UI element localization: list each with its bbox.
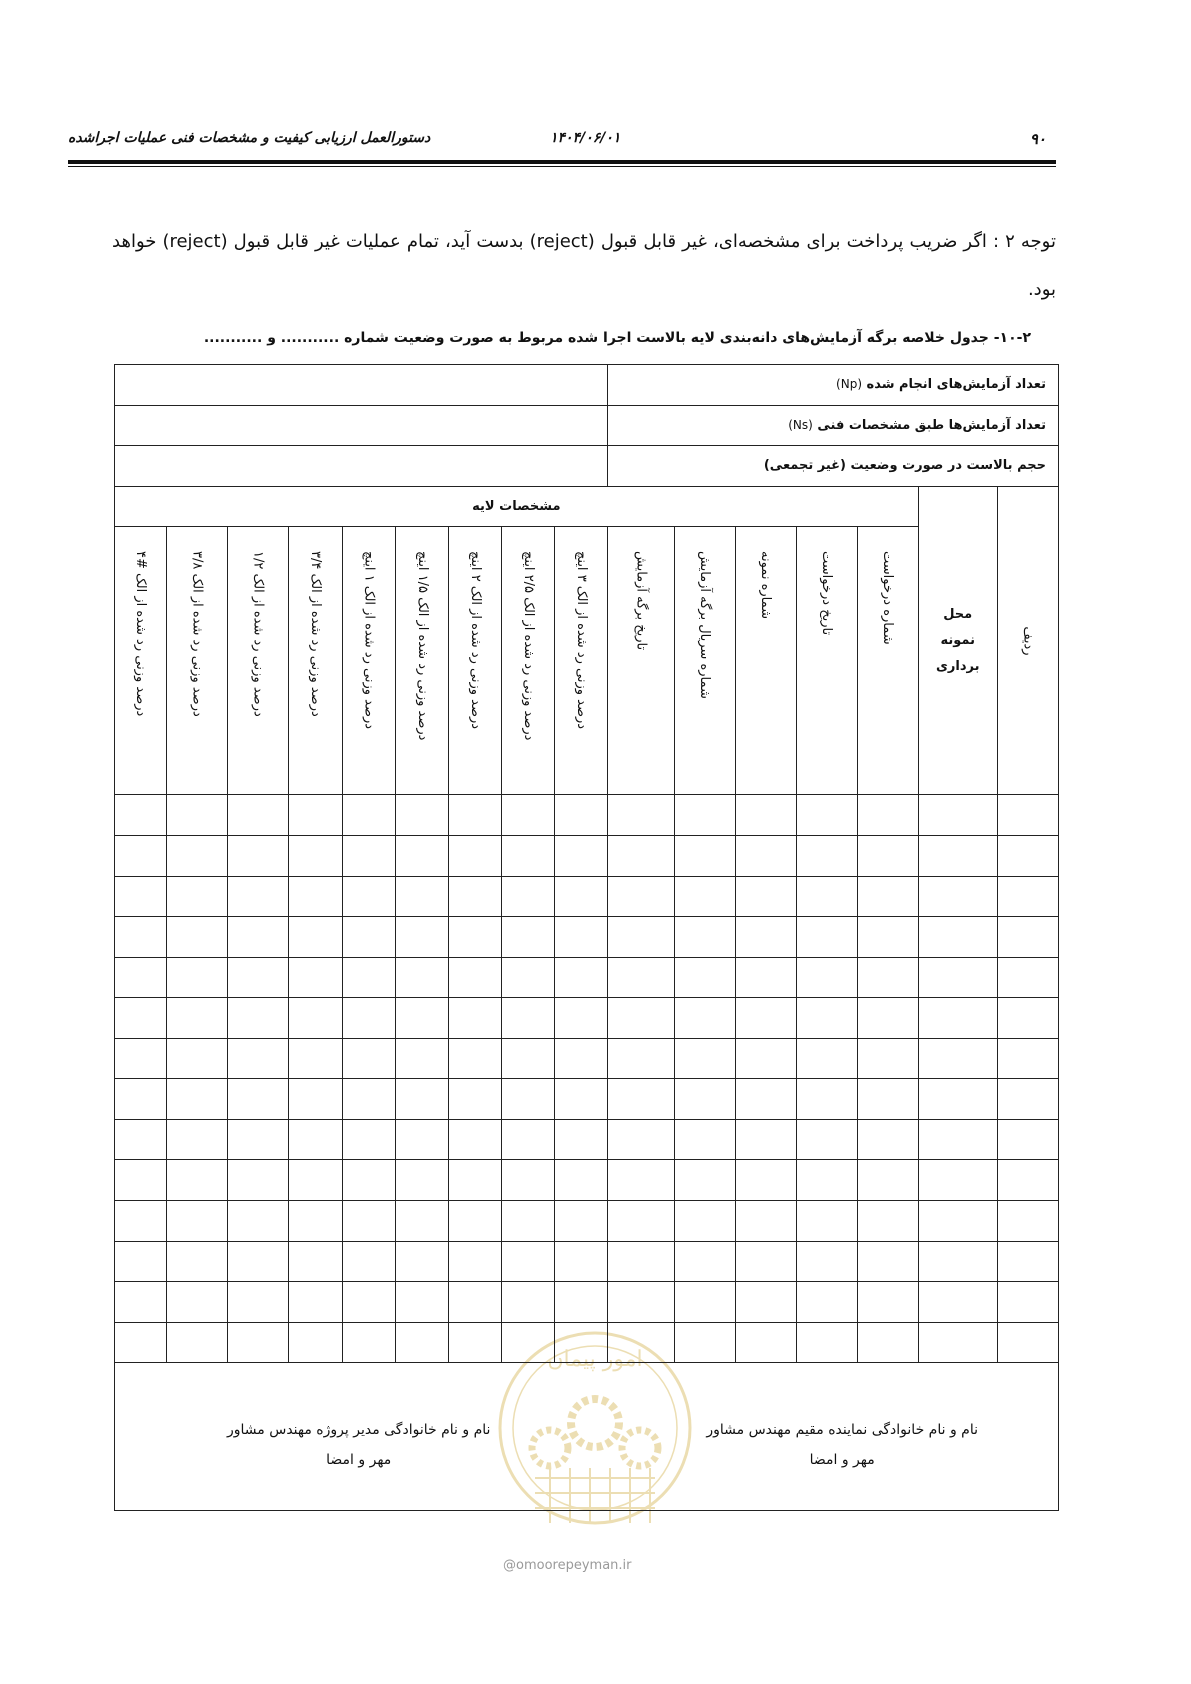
table-cell[interactable] (555, 1200, 608, 1241)
table-cell[interactable] (167, 836, 228, 877)
table-cell[interactable] (396, 1079, 449, 1120)
table-row (115, 1038, 1059, 1079)
table-cell[interactable] (997, 1322, 1058, 1363)
table-cell[interactable] (502, 917, 555, 958)
table-cell[interactable] (674, 1241, 735, 1282)
table-cell[interactable] (857, 1241, 918, 1282)
summary-label-np: تعداد آزمایش‌های انجام شده (Np) (608, 365, 1059, 406)
table-cell[interactable] (115, 1160, 167, 1201)
table-cell[interactable] (674, 1119, 735, 1160)
table-cell[interactable] (796, 1160, 857, 1201)
table-cell[interactable] (997, 1200, 1058, 1241)
table-cell[interactable] (343, 1079, 396, 1120)
table-cell[interactable] (396, 836, 449, 877)
table-cell[interactable] (555, 1322, 608, 1363)
table-cell[interactable] (857, 917, 918, 958)
table-cell[interactable] (735, 1038, 796, 1079)
summary-value-cell[interactable] (115, 446, 608, 487)
column-header-label: شماره درخواست (880, 551, 896, 645)
table-cell[interactable] (918, 998, 997, 1039)
table-cell[interactable] (997, 1119, 1058, 1160)
table-cell[interactable] (608, 1200, 674, 1241)
table-cell[interactable] (608, 1322, 674, 1363)
table-cell[interactable] (115, 1241, 167, 1282)
table-cell[interactable] (343, 957, 396, 998)
summary-row-ns (115, 405, 1059, 446)
table-row (115, 1160, 1059, 1201)
header-rule-thin (68, 166, 1056, 167)
table-cell[interactable] (289, 1119, 343, 1160)
table-cell[interactable] (115, 957, 167, 998)
table-cell[interactable] (228, 957, 289, 998)
table-cell[interactable] (343, 836, 396, 877)
table-cell[interactable] (449, 957, 502, 998)
table-cell[interactable] (735, 1322, 796, 1363)
table-cell[interactable] (674, 1282, 735, 1323)
table-cell[interactable] (228, 1322, 289, 1363)
resident-stamp-label: مهر و امضا (809, 1452, 875, 1469)
table-cell[interactable] (502, 1241, 555, 1282)
table-cell[interactable] (796, 1200, 857, 1241)
table-cell[interactable] (502, 1282, 555, 1323)
table-cell[interactable] (608, 1119, 674, 1160)
column-header (735, 527, 796, 795)
table-cell[interactable] (796, 1282, 857, 1323)
column-header-label: شماره سریال برگه آزمایش (697, 551, 713, 700)
column-header (857, 527, 918, 795)
table-cell[interactable] (735, 1119, 796, 1160)
column-header (502, 527, 555, 795)
table-cell[interactable] (608, 1079, 674, 1120)
table-cell[interactable] (735, 1200, 796, 1241)
column-header-label: تاریخ درخواست (819, 551, 835, 636)
table-cell[interactable] (735, 876, 796, 917)
table-cell[interactable] (449, 1322, 502, 1363)
table-cell[interactable] (857, 957, 918, 998)
table-cell[interactable] (396, 1282, 449, 1323)
table-cell[interactable] (674, 1079, 735, 1120)
table-cell[interactable] (228, 876, 289, 917)
table-cell[interactable] (608, 917, 674, 958)
table-cell[interactable] (608, 876, 674, 917)
table-cell[interactable] (857, 1282, 918, 1323)
column-header-label: درصد وزنی رد شده از الک ۱ اینچ (361, 551, 377, 730)
table-cell[interactable] (449, 1160, 502, 1201)
table-cell[interactable] (167, 1079, 228, 1120)
table-cell[interactable] (396, 876, 449, 917)
table-cell[interactable] (796, 917, 857, 958)
table-cell[interactable] (735, 917, 796, 958)
column-header-label: درصد وزنی رد شده از الک ۱/۵ اینچ (414, 551, 430, 741)
table-cell[interactable] (115, 1079, 167, 1120)
table-cell[interactable] (449, 1119, 502, 1160)
column-header (449, 527, 502, 795)
table-cell[interactable] (396, 1038, 449, 1079)
table-cell[interactable] (918, 1200, 997, 1241)
table-cell[interactable] (115, 998, 167, 1039)
table-cell[interactable] (796, 876, 857, 917)
resident-engineer-signature (706, 1415, 978, 1475)
table-cell[interactable] (167, 917, 228, 958)
table-cell[interactable] (918, 917, 997, 958)
table-cell[interactable] (555, 957, 608, 998)
table-cell[interactable] (555, 917, 608, 958)
table-cell[interactable] (167, 1282, 228, 1323)
column-header (674, 527, 735, 795)
table-cell[interactable] (918, 1322, 997, 1363)
table-cell[interactable] (167, 876, 228, 917)
table-row (115, 876, 1059, 917)
column-header (289, 527, 343, 795)
table-cell[interactable] (555, 1079, 608, 1120)
table-cell[interactable] (918, 1241, 997, 1282)
table-cell[interactable] (555, 795, 608, 836)
table-cell[interactable] (555, 1119, 608, 1160)
table-cell[interactable] (997, 1079, 1058, 1120)
table-cell[interactable] (449, 876, 502, 917)
summary-label-ns: تعداد آزمایش‌ها طبق مشخصات فنی (Ns) (608, 405, 1059, 446)
table-cell[interactable] (502, 1038, 555, 1079)
header-title: دستورالعمل ارزیابی کیفیت و مشخصات فنی عملیات اجراشده (68, 130, 431, 146)
table-cell[interactable] (857, 1038, 918, 1079)
table-cell[interactable] (115, 1119, 167, 1160)
table-cell[interactable] (289, 1160, 343, 1201)
summary-value-cell[interactable] (115, 365, 608, 406)
table-cell[interactable] (796, 1322, 857, 1363)
table-cell[interactable] (396, 957, 449, 998)
column-header-label: درصد وزنی رد شده از الک #۴ (133, 551, 149, 717)
summary-label-volume: حجم بالاست در صورت وضعیت (غیر تجمعی) (608, 446, 1059, 487)
table-cell[interactable] (396, 1200, 449, 1241)
table-cell[interactable] (396, 1241, 449, 1282)
row-number-header: ردیف (997, 486, 1058, 795)
table-cell[interactable] (289, 1200, 343, 1241)
table-cell[interactable] (608, 1241, 674, 1282)
table-cell[interactable] (449, 1038, 502, 1079)
table-cell[interactable] (796, 957, 857, 998)
table-row (115, 1322, 1059, 1363)
table-cell[interactable] (796, 1079, 857, 1120)
column-header (343, 527, 396, 795)
table-cell[interactable] (396, 1119, 449, 1160)
table-cell[interactable] (449, 1282, 502, 1323)
table-cell[interactable] (343, 1038, 396, 1079)
table-cell[interactable] (502, 1119, 555, 1160)
column-header (396, 527, 449, 795)
table-cell[interactable] (918, 1160, 997, 1201)
table-cell[interactable] (502, 876, 555, 917)
table-cell[interactable] (674, 836, 735, 877)
table-cell[interactable] (918, 1038, 997, 1079)
column-header (796, 527, 857, 795)
column-header (115, 527, 167, 795)
table-cell[interactable] (735, 998, 796, 1039)
table-cell[interactable] (857, 1079, 918, 1120)
table-cell[interactable] (289, 1241, 343, 1282)
table-cell[interactable] (608, 795, 674, 836)
table-cell[interactable] (918, 1079, 997, 1120)
table-cell[interactable] (449, 795, 502, 836)
table-cell[interactable] (502, 1160, 555, 1201)
project-manager-signature (227, 1415, 490, 1475)
table-cell[interactable] (115, 1200, 167, 1241)
summary-value-cell[interactable] (115, 405, 608, 446)
table-cell[interactable] (735, 1241, 796, 1282)
table-cell[interactable] (857, 1322, 918, 1363)
table-cell[interactable] (396, 1160, 449, 1201)
table-cell[interactable] (449, 1079, 502, 1120)
table-cell[interactable] (167, 957, 228, 998)
table-cell[interactable] (167, 1119, 228, 1160)
manager-stamp-label: مهر و امضا (326, 1452, 392, 1469)
table-cell[interactable] (289, 876, 343, 917)
table-cell[interactable] (289, 917, 343, 958)
table-cell[interactable] (997, 795, 1058, 836)
table-cell[interactable] (555, 836, 608, 877)
table-cell[interactable] (918, 1282, 997, 1323)
table-cell[interactable] (115, 876, 167, 917)
table-cell[interactable] (228, 836, 289, 877)
table-cell[interactable] (167, 998, 228, 1039)
table-row (115, 1200, 1059, 1241)
table-cell[interactable] (918, 876, 997, 917)
table-cell[interactable] (343, 917, 396, 958)
column-header-label: درصد وزنی رد شده از الک ۳/۸ (189, 551, 205, 717)
table-cell[interactable] (167, 1322, 228, 1363)
table-cell[interactable] (674, 957, 735, 998)
page-header (68, 126, 1056, 152)
table-cell[interactable] (796, 836, 857, 877)
table-cell[interactable] (228, 1038, 289, 1079)
table-cell[interactable] (115, 1282, 167, 1323)
table-cell[interactable] (997, 998, 1058, 1039)
column-header-label: درصد وزنی رد شده از الک ۳ اینچ (573, 551, 589, 730)
table-cell[interactable] (997, 1282, 1058, 1323)
table-cell[interactable] (608, 998, 674, 1039)
table-row (115, 1079, 1059, 1120)
header-row-columns (115, 527, 1059, 795)
table-cell[interactable] (796, 1038, 857, 1079)
summary-table (114, 364, 1059, 1511)
table-cell[interactable] (289, 1038, 343, 1079)
table-cell[interactable] (735, 836, 796, 877)
table-cell[interactable] (167, 795, 228, 836)
table-cell[interactable] (167, 1160, 228, 1201)
table-cell[interactable] (167, 1200, 228, 1241)
table-cell[interactable] (674, 917, 735, 958)
table-cell[interactable] (796, 1241, 857, 1282)
table-cell[interactable] (502, 1079, 555, 1120)
table-cell[interactable] (857, 836, 918, 877)
table-cell[interactable] (449, 1241, 502, 1282)
table-cell[interactable] (396, 1322, 449, 1363)
table-cell[interactable] (608, 1038, 674, 1079)
header-row-top (115, 486, 1059, 527)
table-cell[interactable] (608, 836, 674, 877)
table-cell[interactable] (555, 1038, 608, 1079)
column-header-label: درصد وزنی رد شده از الک ۳/۴ (308, 551, 324, 717)
table-cell[interactable] (228, 1282, 289, 1323)
table-caption: ۱۰-۲- جدول خلاصه برگه آزمایش‌های دانه‌بندی لایه بالاست اجرا شده مربوط به صورت وضعیت شماره ........... و ........... (203, 330, 1031, 346)
table-cell[interactable] (343, 1322, 396, 1363)
table-cell[interactable] (674, 795, 735, 836)
table-cell[interactable] (396, 917, 449, 958)
table-cell[interactable] (396, 998, 449, 1039)
table-cell[interactable] (228, 1241, 289, 1282)
table-row (115, 1241, 1059, 1282)
table-cell[interactable] (555, 998, 608, 1039)
table-cell[interactable] (857, 1200, 918, 1241)
table-cell[interactable] (674, 1160, 735, 1201)
table-cell[interactable] (796, 998, 857, 1039)
table-cell[interactable] (857, 1119, 918, 1160)
table-cell[interactable] (857, 998, 918, 1039)
table-cell[interactable] (857, 876, 918, 917)
column-header (608, 527, 674, 795)
table-row (115, 836, 1059, 877)
table-cell[interactable] (857, 795, 918, 836)
table-cell[interactable] (674, 1038, 735, 1079)
table-cell[interactable] (289, 1079, 343, 1120)
table-cell[interactable] (555, 1160, 608, 1201)
table-cell[interactable] (735, 795, 796, 836)
table-cell[interactable] (997, 957, 1058, 998)
column-header-label: شماره نمونه (758, 551, 774, 620)
table-cell[interactable] (555, 1282, 608, 1323)
table-cell[interactable] (918, 1119, 997, 1160)
table-row (115, 1119, 1059, 1160)
table-cell[interactable] (735, 1282, 796, 1323)
table-cell[interactable] (228, 1119, 289, 1160)
table-cell[interactable] (289, 998, 343, 1039)
table-cell[interactable] (115, 917, 167, 958)
table-cell[interactable] (918, 836, 997, 877)
table-cell[interactable] (735, 1079, 796, 1120)
table-cell[interactable] (796, 1119, 857, 1160)
table-cell[interactable] (502, 1200, 555, 1241)
table-cell[interactable] (735, 957, 796, 998)
table-cell[interactable] (997, 836, 1058, 877)
table-cell[interactable] (502, 957, 555, 998)
page-number: ۹۰ (1029, 130, 1046, 148)
table-cell[interactable] (918, 795, 997, 836)
signature-row (115, 1363, 1059, 1511)
watermark-url: @omoorepeyman.ir (503, 1558, 632, 1573)
table-cell[interactable] (608, 957, 674, 998)
table-row (115, 957, 1059, 998)
summary-row-volume (115, 446, 1059, 487)
table-cell[interactable] (228, 917, 289, 958)
table-cell[interactable] (449, 836, 502, 877)
column-header-label: درصد وزنی رد شده از الک ۲/۵ اینچ (520, 551, 536, 741)
table-cell[interactable] (228, 998, 289, 1039)
resident-name-label: نام و نام خانوادگی نماینده مقیم مهندس مشاور (706, 1422, 978, 1439)
table-cell[interactable] (343, 1241, 396, 1282)
table-cell[interactable] (674, 876, 735, 917)
table-cell[interactable] (555, 1241, 608, 1282)
table-cell[interactable] (608, 1160, 674, 1201)
summary-row-np (115, 365, 1059, 406)
svg-text:امور پیمان: امور پیمان (547, 1347, 643, 1372)
table-cell[interactable] (167, 1241, 228, 1282)
table-cell[interactable] (918, 957, 997, 998)
column-header-label: درصد وزنی رد شده از الک ۲ اینچ (467, 551, 483, 730)
column-header (228, 527, 289, 795)
note-paragraph: توجه ۲ : اگر ضریب پرداخت برای مشخصه‌ای، غیر قابل قبول (reject) بدست آید، تمام عملیات غیر قابل قبول (reject) خواهد بود. (112, 231, 1056, 300)
header-rule-thick (68, 160, 1056, 164)
table-cell[interactable] (449, 1200, 502, 1241)
table-cell[interactable] (997, 1038, 1058, 1079)
table-row (115, 917, 1059, 958)
table-cell[interactable] (396, 795, 449, 836)
signature-cell (115, 1363, 1059, 1511)
table-cell[interactable] (735, 1160, 796, 1201)
table-cell[interactable] (502, 795, 555, 836)
table-cell[interactable] (997, 1160, 1058, 1201)
layer-spec-header: مشخصات لایه (115, 486, 919, 527)
table-cell[interactable] (343, 876, 396, 917)
table-cell[interactable] (796, 795, 857, 836)
table-cell[interactable] (343, 795, 396, 836)
table-cell[interactable] (343, 1282, 396, 1323)
table-row (115, 795, 1059, 836)
manager-name-label: نام و نام خانوادگی مدیر پروژه مهندس مشاور (227, 1422, 491, 1439)
table-cell[interactable] (502, 1322, 555, 1363)
table-cell[interactable] (502, 836, 555, 877)
table-cell[interactable] (674, 1322, 735, 1363)
column-header (167, 527, 228, 795)
table-cell[interactable] (608, 1282, 674, 1323)
table-cell[interactable] (674, 998, 735, 1039)
column-header-label: تاریخ برگه آزمایش (633, 551, 649, 651)
table-cell[interactable] (502, 998, 555, 1039)
table-cell[interactable] (343, 1160, 396, 1201)
table-cell[interactable] (289, 795, 343, 836)
table-cell[interactable] (228, 1079, 289, 1120)
table-cell[interactable] (555, 876, 608, 917)
table-cell[interactable] (343, 1200, 396, 1241)
table-cell[interactable] (115, 1322, 167, 1363)
table-cell[interactable] (289, 1282, 343, 1323)
table-cell[interactable] (674, 1200, 735, 1241)
header-date: ۱۴۰۴/۰۶/۰۱ (550, 130, 621, 146)
table-cell[interactable] (228, 795, 289, 836)
table-cell[interactable] (343, 1119, 396, 1160)
table-cell[interactable] (289, 1322, 343, 1363)
table-cell[interactable] (997, 876, 1058, 917)
table-cell[interactable] (289, 957, 343, 998)
sampling-location-header: محل نمونه برداری (918, 486, 997, 795)
table-cell[interactable] (449, 998, 502, 1039)
table-cell[interactable] (343, 998, 396, 1039)
table-cell[interactable] (228, 1200, 289, 1241)
table-cell[interactable] (115, 836, 167, 877)
table-cell[interactable] (997, 1241, 1058, 1282)
table-row (115, 998, 1059, 1039)
table-cell[interactable] (228, 1160, 289, 1201)
column-header (555, 527, 608, 795)
table-cell[interactable] (167, 1038, 228, 1079)
table-cell[interactable] (289, 836, 343, 877)
table-cell[interactable] (997, 917, 1058, 958)
table-cell[interactable] (449, 917, 502, 958)
table-cell[interactable] (115, 795, 167, 836)
table-cell[interactable] (115, 1038, 167, 1079)
table-cell[interactable] (857, 1160, 918, 1201)
table-row (115, 1282, 1059, 1323)
column-header-label: درصد وزنی رد شده از الک ۱/۲ (250, 551, 266, 717)
